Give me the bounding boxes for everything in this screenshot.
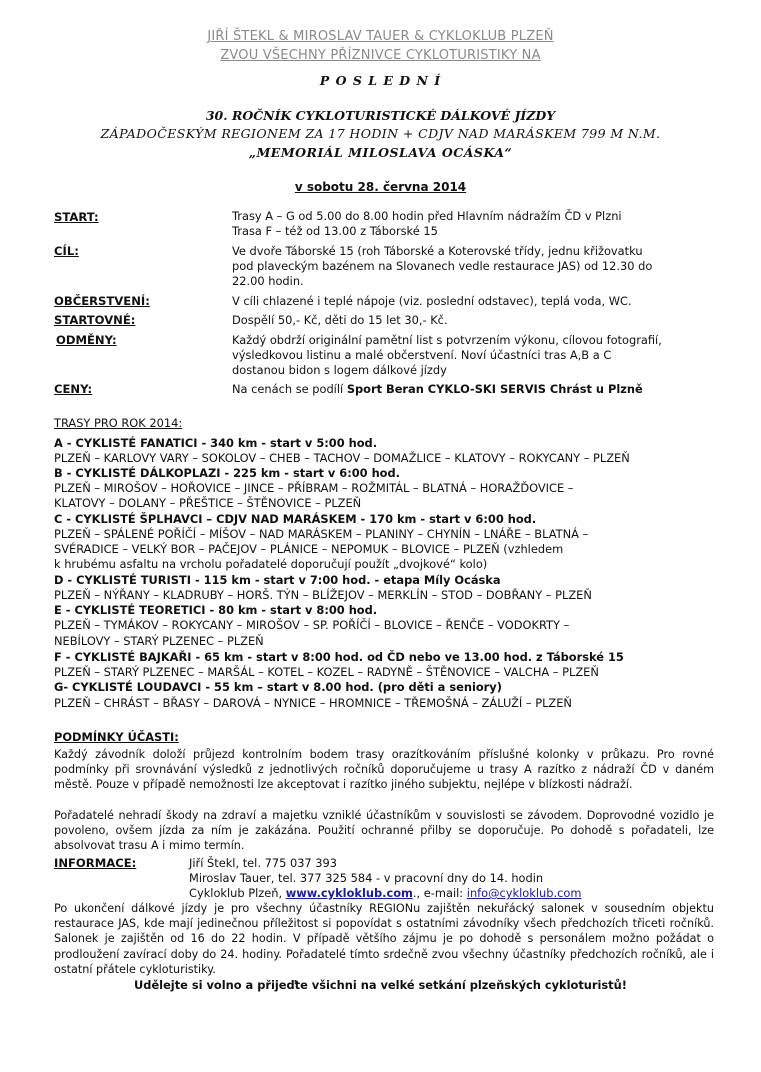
podminky-heading: PODMÍNKY ÚČASTI: [54, 730, 179, 744]
posledni-label: P O S L E D N Í [319, 73, 442, 88]
start-line-2: Trasa F – též od 13.00 z Táborské 15 [232, 224, 438, 238]
header-line-1: JIŘÍ ŠTEKL & MIROSLAV TAUER & CYKLOKLUB PLZEŇ [207, 29, 554, 44]
informace-club: Cykloklub Plzeň, [189, 886, 286, 900]
route-title: B - CYKLISTÉ DÁLKOPLAZI - 225 km - start v 6:00 hod. [54, 466, 400, 480]
odmeny-line-1: Každý obdrží originální pamětní list s potvrzením výkonu, cílovou fotografií, [232, 333, 662, 347]
odmeny-line-3: dostanou bidon s logem dálkové jízdy [232, 363, 447, 377]
route-title: G- CYKLISTÉ LOUDAVCI - 55 km – start v 8.00 hod. (pro děti a seniory) [54, 680, 502, 694]
route-stops: PLZEŇ – KARLOVY VARY – SOKOLOV – CHEB – TACHOV – DOMAŽLICE – KLATOVY – ROKYCANY – PLZEŇ [54, 451, 630, 465]
route-stops: PLZEŇ – SPÁLENÉ POŘÍČÍ – MÍŠOV – NAD MARÁSKEM – PLANINY – CHYNÍN – LNÁŘE – BLATNÁ – [54, 527, 589, 541]
cil-label: CÍL: [54, 244, 79, 258]
ceny-text: Na cenách se podílí [232, 382, 347, 396]
route-stops: PLZEŇ – MIROŠOV – HOŘOVICE – JINCE – PŘÍBRAM – ROŽMITÁL – BLATNÁ – HORAŽĎOVICE – [54, 481, 574, 495]
event-date: v sobotu 28. června 2014 [294, 180, 467, 194]
title-line-2: ZÁPADOČESKÝM REGIONEM ZA 17 HODIN + CDJV NAD MARÁSKEM 799 M N.M. [100, 126, 661, 141]
start-label: START: [54, 210, 99, 224]
route-stops: NEBÍLOVY – STARÝ PLZENEC – PLZEŇ [54, 634, 264, 648]
startovne-label: STARTOVNÉ: [54, 313, 136, 327]
route-stops: k hrubému asfaltu na vrcholu pořadatelé doporučují použít „dvojkové“ kolo) [54, 557, 488, 571]
title-line-3: „MEMORIÁL MILOSLAVA OCÁSKA“ [248, 145, 513, 160]
route-title: F - CYKLISTÉ BAJKAŘI - 65 km - start v 8:00 hod. od ČD nebo ve 13.00 hod. z Táborské 15 [54, 650, 624, 664]
route-stops: PLZEŇ – STARÝ PLZENEC – MARŠÁL – KOTEL – KOZEL – RADYNĚ – ŠTĚNOVICE – VALCHA – PLZEŇ [54, 665, 599, 679]
ceny-sponsor: Sport Beran CYKLO-SKI SERVIS Chrást u Plzně [346, 382, 643, 396]
startovne-line-1: Dospělí 50,- Kč, děti do 15 let 30,- Kč. [232, 313, 448, 327]
obcerstveni-line-1: V cíli chlazené i teplé nápoje (viz. poslední odstavec), teplá voda, WC. [232, 294, 632, 308]
odmeny-label: ODMĚNY: [56, 333, 117, 347]
podminky-paragraph-1: Každý závodník doloží průjezd kontrolním bodem trasy orazítkováním příslušné kolonky v průkazu. Pro rovné podmínky při srovnávání výsledků z jednotlivých ročníků doporučujeme u trasy A razítko z nádraží ČD v daném městě. Pouze v případě nemožnosti lze akceptovat i razítko jiného subjektu, nejlépe v blízkosti nádraží. [54, 748, 714, 792]
cil-line-3: 22.00 hodin. [232, 274, 304, 288]
podminky-paragraph-3: Po ukončení dálkové jízdy je pro všechny účastníky REGIONu zajištěn nekuřácký salonek v sousedním objektu restaurace JAS, kde mají jedinečnou příležitost si popovídat s ostatními závodníky všech předchozích třiceti ročníků. Salonek je zajištěn od 16 do 22 hodin. V případě většího zájmu je po dohodě s personálem možno požádat o prodloužení zavírací doby do 24. hodiny. Pořadatelé tímto srdečně zvou všechny účastníky předchozích ročníků, ale i ostatní přátele cykloturistiky. [54, 902, 714, 976]
header-line-2: ZVOU VŠECHNY PŘÍZNIVCE CYKLOTURISTIKY NA [220, 48, 541, 63]
route-title: C - CYKLISTÉ ŠPLHAVCI – CDJV NAD MARÁSKEM - 170 km - start v 6:00 hod. [54, 512, 537, 526]
title-line-1: 30. ROČNÍK CYKLOTURISTICKÉ DÁLKOVÉ JÍZDY [205, 108, 556, 123]
trasy-heading: TRASY PRO ROK 2014: [54, 416, 183, 430]
cil-line-1: Ve dvoře Táborské 15 (roh Táborské a Koterovské třídy, jednu křižovatku [232, 244, 643, 258]
closing-line: Udělejte si volno a přijeďte všichni na velké setkání plzeňských cykloturistů! [134, 978, 627, 992]
route-stops: SVÉRADICE – VELKÝ BOR – PAČEJOV – PLÁNICE – NEPOMUK – BLOVICE – PLZEŇ (vzhledem [54, 542, 564, 556]
route-stops: PLZEŇ – CHRÁST – BŘASY – DAROVÁ – NYNICE – HROMNICE – TŘEMOŠNÁ – ZÁLUŽÍ – PLZEŇ [54, 696, 572, 710]
odmeny-line-2: výsledkovou listinu a malé občerstvení. Noví účastníci tras A,B a C [232, 348, 612, 362]
email-label: ., e-mail: [412, 886, 467, 900]
ceny-line [232, 382, 643, 397]
route-stops: KLATOVY – DOLANY – PŘEŠTICE – ŠTĚNOVICE – PLZEŇ [54, 496, 362, 510]
cil-line-2: pod plaveckým bazénem na Slovanech vedle restaurace JAS) od 12.30 do [232, 259, 653, 273]
route-stops: PLZEŇ – TYMÁKOV – ROKYCANY – MIROŠOV – SP. POŘÍČÍ – BLOVICE – ŘENČE – VODOKRTY – [54, 618, 570, 632]
ceny-label: CENY: [54, 382, 93, 396]
podminky-paragraph-2: Pořadatelé nehradí škody na zdraví a majetku vzniklé účastníkům v souvislosti se závodem. Doprovodné vozidlo je povoleno, ovšem jízda za ním je zakázána. Použití ochranné přilby se doporučuje. Po dohodě s pořadateli, lze absolvovat trasu A i mimo termín. [54, 809, 714, 853]
informace-line-1: Jiří Štekl, tel. 775 037 393 [189, 856, 338, 870]
route-title: E - CYKLISTÉ TEORETICI - 80 km - start v 8:00 hod. [54, 603, 378, 617]
route-title: A - CYKLISTÉ FANATICI - 340 km - start v 5:00 hod. [54, 436, 378, 450]
informace-label: INFORMACE: [54, 856, 137, 870]
informace-line-2: Miroslav Tauer, tel. 377 325 584 - v pracovní dny do 14. hodin [189, 871, 544, 885]
route-stops: PLZEŇ – NÝŘANY – KLADRUBY – HORŠ. TÝN – BLÍŽEJOV – MERKLÍN – STOD – DOBŘANY – PLZEŇ [54, 588, 592, 602]
website-link[interactable]: www.cykloklub.com [285, 886, 413, 900]
obcerstveni-label: OBČERSTVENÍ: [54, 294, 150, 308]
informace-line-3 [189, 886, 581, 901]
route-title: D - CYKLISTÉ TURISTI - 115 km - start v 7:00 hod. - etapa Míly Ocáska [54, 573, 501, 587]
email-link[interactable]: info@cykloklub.com [466, 886, 582, 900]
start-line-1: Trasy A – G od 5.00 do 8.00 hodin před Hlavním nádražím ČD v Plzni [232, 209, 622, 223]
